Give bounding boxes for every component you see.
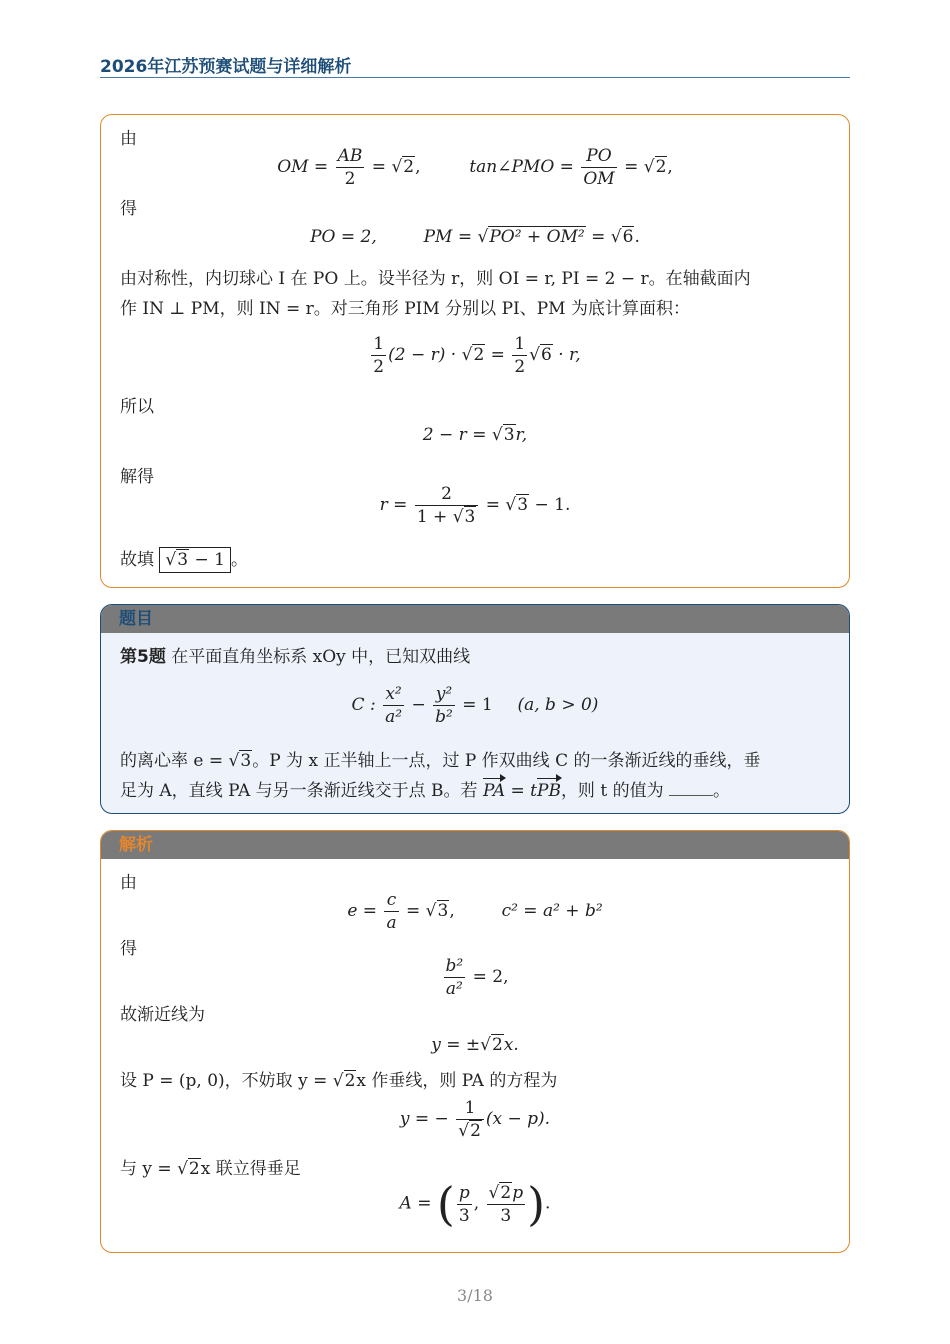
sqrt-2: √2 (391, 157, 415, 177)
solution-box-title: 解析 (101, 831, 849, 859)
sqrt-po-om: √PO² + OM² (477, 227, 585, 247)
solution-box-continued (100, 114, 850, 588)
text-you-2: 由 (120, 873, 137, 893)
equation-r-result: r = $\frac{2}{1 + √3}$ = √3 − 1. (379, 484, 571, 527)
text-asymptote: 故渐近线为 (120, 1005, 205, 1025)
page-number: 3/18 (457, 1286, 493, 1305)
problem-box (100, 604, 850, 814)
text-foot: 与 y = √2x 联立得垂足 (120, 1159, 301, 1179)
eq-om-label: OM = (277, 157, 329, 177)
equation-2-r: 2 − r = √3r, (422, 425, 528, 445)
equation-asymptote: y = ±√2x. (431, 1035, 519, 1055)
problem-label: 第5题 (120, 647, 166, 667)
text-suoyi: 所以 (120, 397, 154, 417)
equation-om-tan: OM = $\frac{AB}{2}$ = √2, tan∠PMO = $\frac{PO}{OM}$ = √2, (277, 146, 673, 189)
problem-line-2: 的离心率 e = √3。P 为 x 正半轴上一点，过 P 作双曲线 C 的一条渐近线的垂线，垂 (120, 751, 761, 771)
solution-box (100, 830, 850, 1253)
problem-line-3: 足为 A，直线 PA 与另一条渐近线交于点 B。若 PA = tPB，则 t 的值为 。 (120, 781, 730, 801)
equation-point-a: A = ( $\frac{p}{3}$ , $\frac{√2p}{3}$ ). (399, 1177, 551, 1231)
text-de: 得 (120, 199, 137, 219)
header-rule (100, 77, 850, 78)
answer-line: 故填 √3 − 1 。 (120, 547, 248, 573)
paragraph-symmetry-2: 作 IN ⊥ PM，则 IN = r。对三角形 PIM 分别以 PI、PM 为底计算面积： (120, 299, 690, 319)
text-you: 由 (120, 129, 137, 149)
paragraph-symmetry-1: 由对称性，内切球心 I 在 PO 上。设半径为 r，则 OI = r, PI = 2 − r。在轴截面内 (120, 269, 751, 289)
equation-eccentricity: e = $\frac{c}{a}$ = √3, c² = a² + b² (347, 890, 603, 933)
equation-pa: y = − $\frac{1}{√2}$ (x − p). (399, 1098, 551, 1141)
text-de-2: 得 (120, 939, 137, 959)
equation-hyperbola: C : $\frac{\text{x²}}{\text{a²}}$ − $\frac{\text{y²}}{\text{b²}}$ = 1 (a, b > 0) (351, 684, 599, 727)
text-set-p: 设 P = (p, 0)，不妨取 y = √2x 作垂线，则 PA 的方程为 (120, 1071, 558, 1091)
eq-tan-label: tan∠PMO = (469, 157, 574, 177)
vector-pb: PB (537, 781, 561, 801)
equation-po-pm: PO = 2, PM = √PO² + OM² = √6. (310, 227, 640, 247)
answer-blank (669, 783, 713, 796)
frac-ab-2: $\frac{AB}{2}$ (337, 146, 363, 189)
problem-box-title: 题目 (101, 605, 849, 633)
frac-po-om: $\frac{PO}{OM}$ (583, 146, 615, 189)
equation-b2-a2: $\frac{\text{b²}}{\text{a²}}$ = 2, (445, 956, 509, 999)
equation-area: $\frac{1}{2}$ (2 − r) · √2 = $\frac{1}{2}$ √6 · r, (373, 334, 581, 377)
text-jiede: 解得 (120, 467, 154, 487)
running-header: 2026年江苏预赛试题与详细解析 (100, 57, 352, 77)
vector-pa: PA (482, 781, 506, 801)
answer-box: √3 − 1 (159, 547, 231, 573)
problem-intro: 第5题 在平面直角坐标系 xOy 中，已知双曲线 (120, 647, 471, 667)
